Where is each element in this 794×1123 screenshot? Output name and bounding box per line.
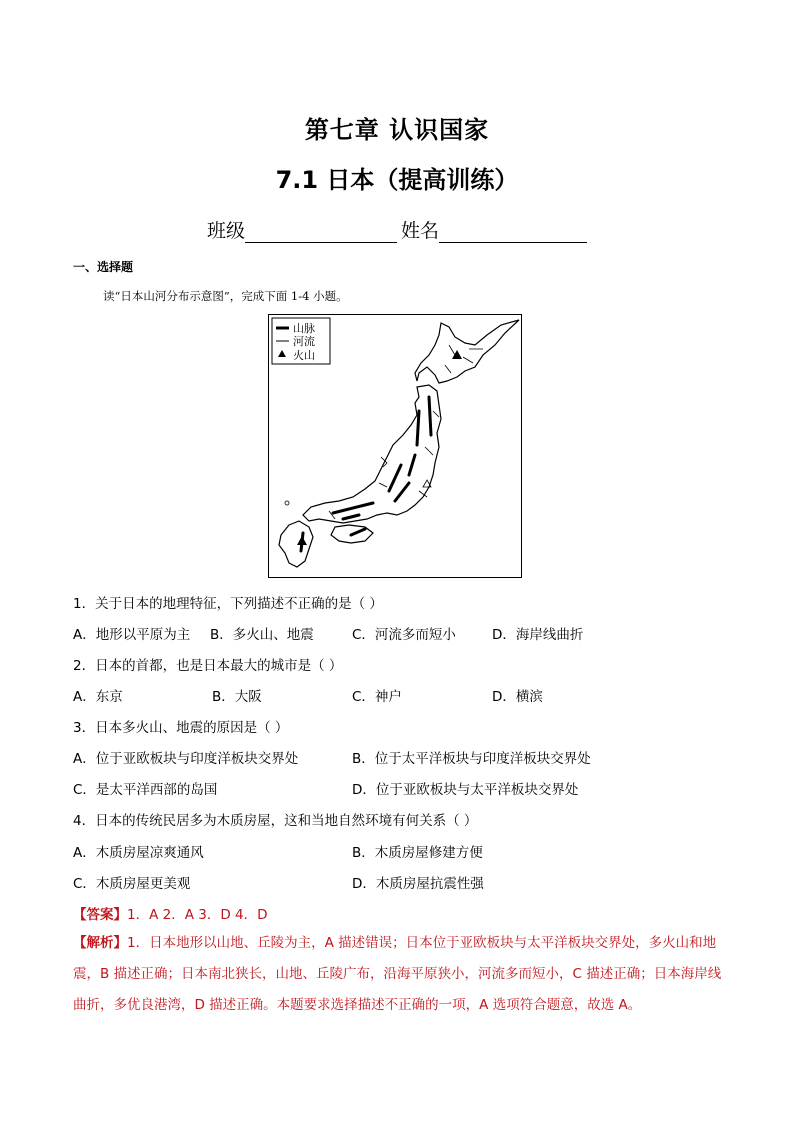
q4-option-d[interactable]: D．木质房屋抗震性强 <box>352 876 484 892</box>
class-label: 班级 <box>206 220 245 242</box>
q2-option-c[interactable]: C．神户 <box>352 689 402 705</box>
analysis-text: 1．日本地形以山地、丘陵为主，A 描述错误；日本位于亚欧板块与太平洋板块交界处，多火山和地震，B 描述正确；日本南北狭长，山地、丘陵广布，沿海平原狭小，河流多而短小，C 描述正确；日本海岸线曲折，多优良港湾，D 描述正确。本题要求选择描述不正确的一项，A 选项符合题意，故选 A。 <box>73 935 722 1013</box>
legend-river: 河流 <box>293 335 315 348</box>
legend-mountain: 山脉 <box>293 322 315 335</box>
q2-option-b[interactable]: B．大阪 <box>212 689 262 705</box>
q3-option-c[interactable]: C．是太平洋西部的岛国 <box>73 782 218 798</box>
name-blank[interactable] <box>439 222 587 243</box>
question-2-stem: 2．日本的首都，也是日本最大的城市是（ ） <box>73 658 343 674</box>
island <box>285 501 289 505</box>
q1-option-a[interactable]: A．地形以平原为主 <box>73 627 191 643</box>
question-4-stem: 4．日本的传统民居多为木质房屋，这和当地自然环境有何关系（ ） <box>73 813 478 829</box>
name-label: 姓名 <box>401 220 440 242</box>
answer-line <box>73 903 268 923</box>
japan-map-svg <box>269 315 520 576</box>
q2-option-d[interactable]: D．横滨 <box>492 689 543 705</box>
question-1-stem: 1．关于日本的地理特征，下列描述不正确的是（ ） <box>73 596 383 612</box>
answer-label: 【答案】 <box>73 907 127 923</box>
class-blank[interactable] <box>245 222 397 243</box>
analysis-block <box>73 928 733 1021</box>
lesson-title: 7.1 日本（提高训练） <box>275 166 519 194</box>
q4-option-b[interactable]: B．木质房屋修建方便 <box>352 845 483 861</box>
q4-option-a[interactable]: A．木质房屋凉爽通风 <box>73 845 204 861</box>
question-3-stem: 3．日本多火山、地震的原因是（ ） <box>73 720 289 736</box>
hokkaido-rivers <box>445 345 483 373</box>
section-title: 一、选择题 <box>73 260 134 274</box>
q3-option-a[interactable]: A．位于亚欧板块与印度洋板块交界处 <box>73 751 299 767</box>
section-intro: 读“日本山河分布示意图”，完成下面 1-4 小题。 <box>103 289 348 303</box>
mountain-ranges <box>301 397 431 551</box>
q1-option-c[interactable]: C．河流多而短小 <box>352 627 456 643</box>
q2-option-a[interactable]: A．东京 <box>73 689 123 705</box>
hokkaido-volcano <box>452 350 462 359</box>
q1-option-b[interactable]: B．多火山、地震 <box>210 627 314 643</box>
legend-volcano: 火山 <box>293 349 315 362</box>
kyushu-outline <box>279 521 313 567</box>
q3-option-d[interactable]: D．位于亚欧板块与太平洋板块交界处 <box>352 782 579 798</box>
hokkaido-outline <box>415 320 519 383</box>
answer-text: 1．A 2．A 3．D 4．D <box>127 907 268 923</box>
q4-option-c[interactable]: C．木质房屋更美观 <box>73 876 191 892</box>
q1-option-d[interactable]: D．海岸线曲折 <box>492 627 584 643</box>
class-name-line <box>0 216 794 243</box>
q3-option-b[interactable]: B．位于太平洋板块与印度洋板块交界处 <box>352 751 591 767</box>
analysis-label: 【解析】 <box>73 935 127 951</box>
honshu-rivers <box>329 411 439 519</box>
chapter-title: 第七章 认识国家 <box>304 116 490 144</box>
japan-map-figure <box>268 314 522 578</box>
